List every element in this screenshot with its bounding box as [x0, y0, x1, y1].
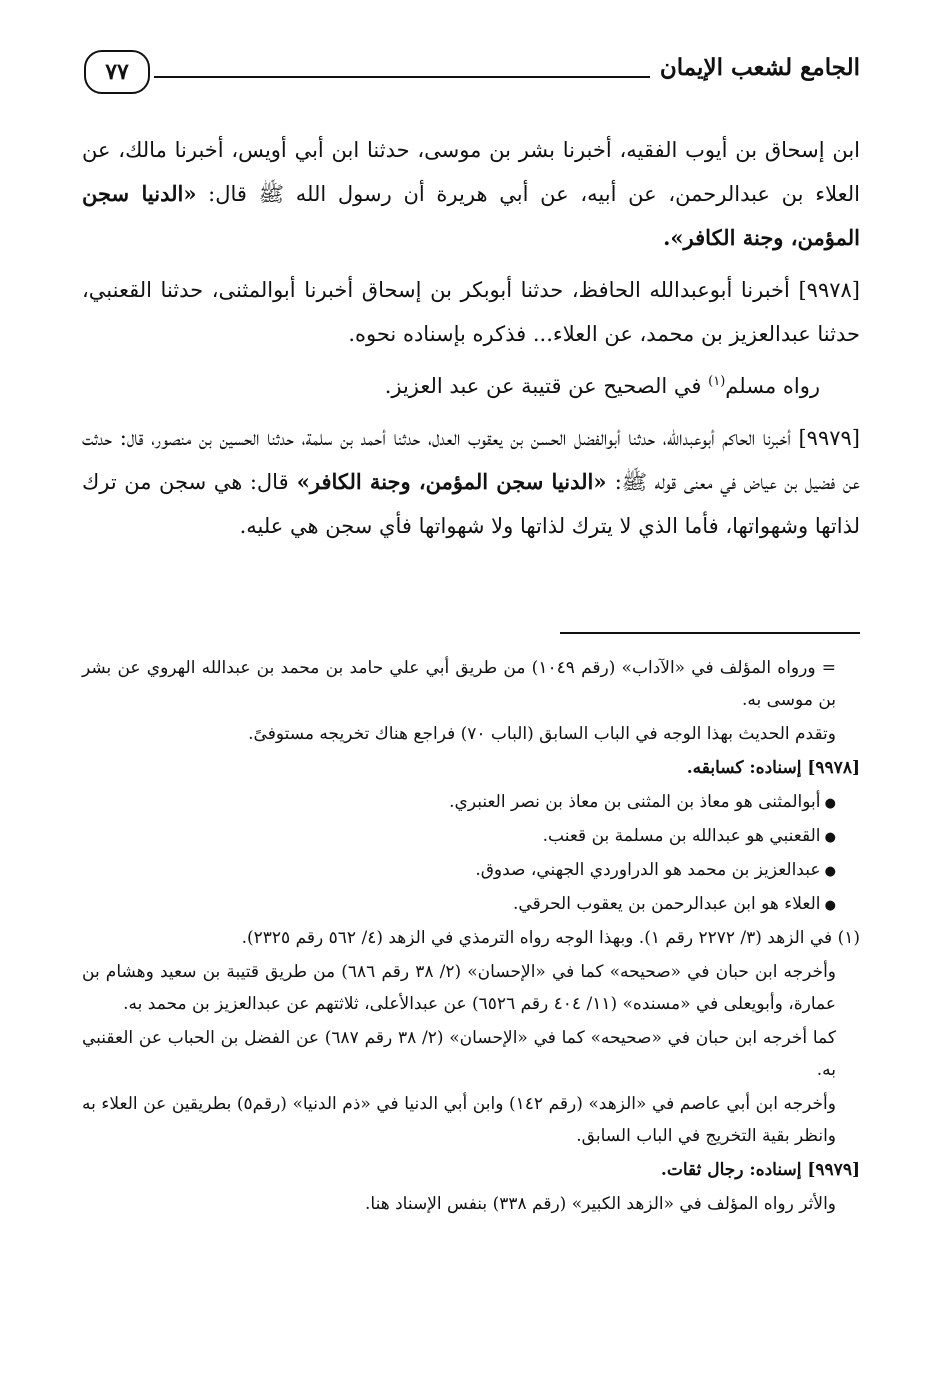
footnote-1-c: كما أخرجه ابن حبان في «صحيحه» كما في «الإحسان» (٢/ ٣٨ رقم ٦٨٧) عن الفضل بن الحباب عن العقنبي به. — [82, 1028, 836, 1080]
footnote-1-b: وأخرجه ابن حبان في «صحيحه» كما في «الإحسان» (٢/ ٣٨ رقم ٦٨٦) من طريق قتيبة بن سعيد وهشام بن عمارة، وأبويعلى في «مسنده» (١١/ ٤٠٤ رقم ٦٥٢٦) عن عبدالأعلى، ثلاثتهم عن عبدالعزيز بن محمد به. — [82, 962, 836, 1014]
paragraph-1 — [82, 128, 860, 260]
book-title: الجامع لشعب الإيمان — [659, 54, 860, 81]
footnote-9979-text: والأثر رواه المؤلف في «الزهد الكبير» (رقم ٣٣٨) بنفس الإسناد هنا. — [365, 1194, 836, 1214]
paragraph-9979-text-b: قال: هي سجن من ترك لذاتها وشهواتها، فأما الذي لا يترك لذاتها ولا شهواتها فأي سجن هي عليه. — [82, 470, 860, 538]
header-rule — [154, 76, 650, 78]
list-item: ● عبدالعزيز بن محمد هو الدراوردي الجهني، صدوق. — [82, 854, 836, 888]
footnote-divider — [560, 632, 860, 634]
list-item: ● العلاء هو ابن عبدالرحمن بن يعقوب الحرقي. — [82, 888, 836, 922]
page-number: ٧٧ — [84, 50, 150, 94]
footnote-continuation: = ورواه المؤلف في «الآداب» (رقم ١٠٤٩) من طريق أبي علي حامد بن محمد بن عبدالله الهروي عن بشر بن موسى به. — [82, 658, 837, 710]
paragraph-muslim — [82, 364, 860, 408]
footnotes — [82, 652, 860, 1222]
paragraph-muslim-end: في الصحيح عن قتيبة عن عبد العزيز. — [384, 374, 709, 398]
list-item: ● أبوالمثنى هو معاذ بن المثنى بن معاذ بن نصر العنبري. — [82, 786, 836, 820]
paragraph-9979 — [82, 416, 860, 548]
footnote-continuation-2: وتقدم الحديث بهذا الوجه في الباب السابق (الباب ٧٠) فراجع هناك تخريجه مستوفىً. — [248, 724, 836, 744]
footnote-1: (١) في الزهد (٣/ ٢٢٧٢ رقم ١). وبهذا الوجه رواه الترمذي في الزهد (٤/ ٥٦٢ رقم ٢٣٢٥). — [241, 928, 860, 948]
paragraph-9979-text-a: [٩٩٧٩] أخبرنا الحاكم أبوعبدالله، حدثنا أبوالفضل الحسن بن يعقوب العدل، حدثنا أحمد بن سلمة، حدثنا الحسين بن منصور، قال: حدثت عن فضيل بن عياض في معنى قوله ﷺ: — [82, 426, 860, 494]
narrator-list — [82, 786, 860, 922]
page-header — [84, 48, 860, 104]
hadith-quote: «الدنيا سجن المؤمن، وجنة الكافر». — [82, 181, 860, 250]
list-item: ● القعنبي هو عبدالله بن مسلمة بن قعنب. — [82, 820, 836, 854]
main-text — [82, 128, 860, 556]
footnote-9979-label: [٩٩٧٩] إسناده: رجال ثقات. — [660, 1160, 860, 1180]
footnote-1-d: وأخرجه ابن أبي عاصم في «الزهد» (رقم ١٤٢) وابن أبي الدنيا في «ذم الدنيا» (رقم٥) بطريقين عن العلاء به وانظر بقية التخريج في الباب السابق. — [82, 1094, 836, 1146]
hadith-quote-2: «الدنيا سجن المؤمن، وجنة الكافر» — [288, 469, 615, 494]
footnote-ref-1: (١) — [708, 374, 726, 389]
footnote-9978-label: [٩٩٧٨] إسناده: كسابقه. — [686, 758, 860, 778]
paragraph-muslim-start: رواه مسلم — [725, 374, 820, 398]
paragraph-9978: [٩٩٧٨] أخبرنا أبوعبدالله الحافظ، حدثنا أبوبكر بن إسحاق أخبرنا أبوالمثنى، حدثنا القعنبي، حدثنا عبدالعزيز بن محمد، عن العلاء... فذكره بإسناده نحوه. — [82, 278, 860, 346]
paragraph-1-text: ابن إسحاق بن أيوب الفقيه، أخبرنا بشر بن موسى، حدثنا ابن أبي أويس، أخبرنا مالك، عن العلاء بن عبدالرحمن، عن أبيه، عن أبي هريرة أن رسول الله ﷺ قال: — [82, 138, 860, 206]
